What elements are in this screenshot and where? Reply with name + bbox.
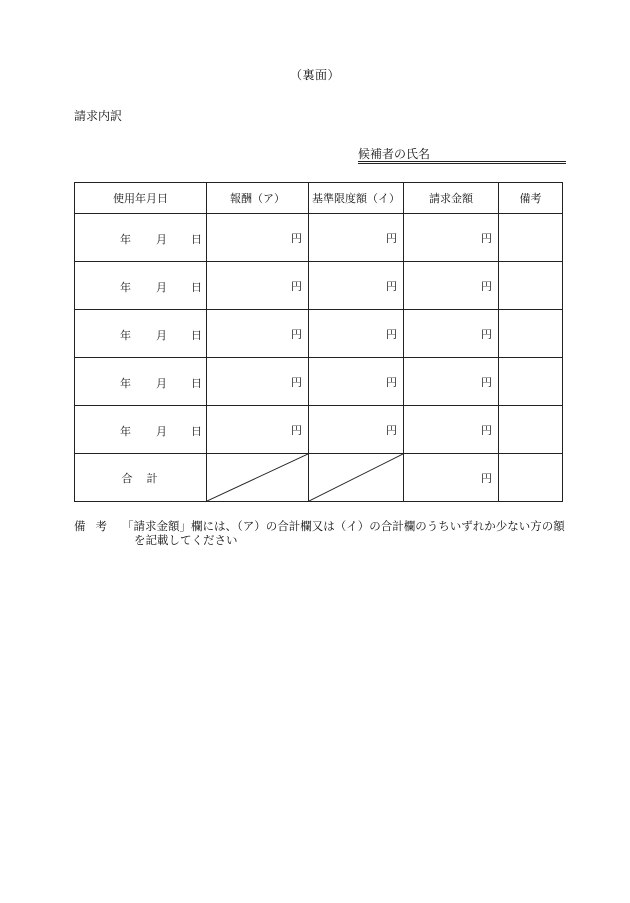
month-unit: 月 (156, 377, 167, 390)
month-unit: 月 (156, 233, 167, 246)
fee-cell[interactable]: 円 (207, 214, 309, 262)
month-unit: 月 (156, 329, 167, 342)
fee-cell[interactable]: 円 (207, 262, 309, 310)
note-total-cell[interactable] (499, 454, 563, 502)
date-cell[interactable] (75, 406, 207, 454)
claim-cell[interactable]: 円 (404, 406, 499, 454)
page-title: （裏面） (289, 68, 340, 82)
total-label: 合計 (75, 454, 207, 502)
claim-cell[interactable]: 円 (404, 262, 499, 310)
total-row (75, 454, 563, 502)
remarks-line-2: を記載してください (134, 533, 238, 547)
fee-cell[interactable]: 円 (207, 358, 309, 406)
year-unit: 年 (120, 377, 131, 390)
year-unit: 年 (120, 329, 131, 342)
note-cell[interactable] (499, 262, 563, 310)
day-unit: 日 (191, 233, 202, 246)
candidate-name-label: 候補者の氏名 (358, 147, 431, 161)
header-note: 備考 (499, 183, 563, 214)
table-row (75, 358, 563, 406)
table-row (75, 406, 563, 454)
limit-total-slashed-cell (309, 454, 404, 502)
limit-cell[interactable]: 円 (309, 406, 404, 454)
table-row (75, 214, 563, 262)
fee-cell[interactable]: 円 (207, 310, 309, 358)
day-unit: 日 (191, 329, 202, 342)
remarks-line-1: 「請求金額」欄には、（ア）の合計欄又は（イ）の合計欄のうちいずれか少ない方の額 (122, 519, 565, 533)
year-unit: 年 (120, 425, 131, 438)
note-cell[interactable] (499, 310, 563, 358)
claim-cell[interactable]: 円 (404, 310, 499, 358)
header-date: 使用年月日 (75, 183, 207, 214)
table-row (75, 310, 563, 358)
day-unit: 日 (191, 377, 202, 390)
note-cell[interactable] (499, 214, 563, 262)
day-unit: 日 (191, 425, 202, 438)
date-cell[interactable] (75, 214, 207, 262)
claims-table (74, 182, 563, 502)
remarks-label: 備考 (74, 519, 117, 533)
note-cell[interactable] (499, 406, 563, 454)
header-limit: 基準限度額（イ） (309, 183, 404, 214)
fee-total-slashed-cell (207, 454, 309, 502)
date-cell[interactable] (75, 310, 207, 358)
month-unit: 月 (156, 281, 167, 294)
table-header-row (75, 183, 563, 214)
diagonal-slash (309, 454, 403, 501)
limit-cell[interactable]: 円 (309, 310, 404, 358)
date-cell[interactable] (75, 262, 207, 310)
claim-cell[interactable]: 円 (404, 214, 499, 262)
date-cell[interactable] (75, 358, 207, 406)
note-cell[interactable] (499, 358, 563, 406)
day-unit: 日 (191, 281, 202, 294)
candidate-name-field[interactable] (358, 145, 566, 164)
year-unit: 年 (120, 233, 131, 246)
limit-cell[interactable]: 円 (309, 358, 404, 406)
section-label: 請求内訳 (74, 109, 123, 123)
header-fee: 報酬（ア） (207, 183, 309, 214)
limit-cell[interactable]: 円 (309, 214, 404, 262)
claim-total-cell[interactable]: 円 (404, 454, 499, 502)
table-row (75, 262, 563, 310)
header-claim: 請求金額 (404, 183, 499, 214)
month-unit: 月 (156, 425, 167, 438)
limit-cell[interactable]: 円 (309, 262, 404, 310)
diagonal-slash (207, 454, 308, 501)
claim-cell[interactable]: 円 (404, 358, 499, 406)
fee-cell[interactable]: 円 (207, 406, 309, 454)
year-unit: 年 (120, 281, 131, 294)
